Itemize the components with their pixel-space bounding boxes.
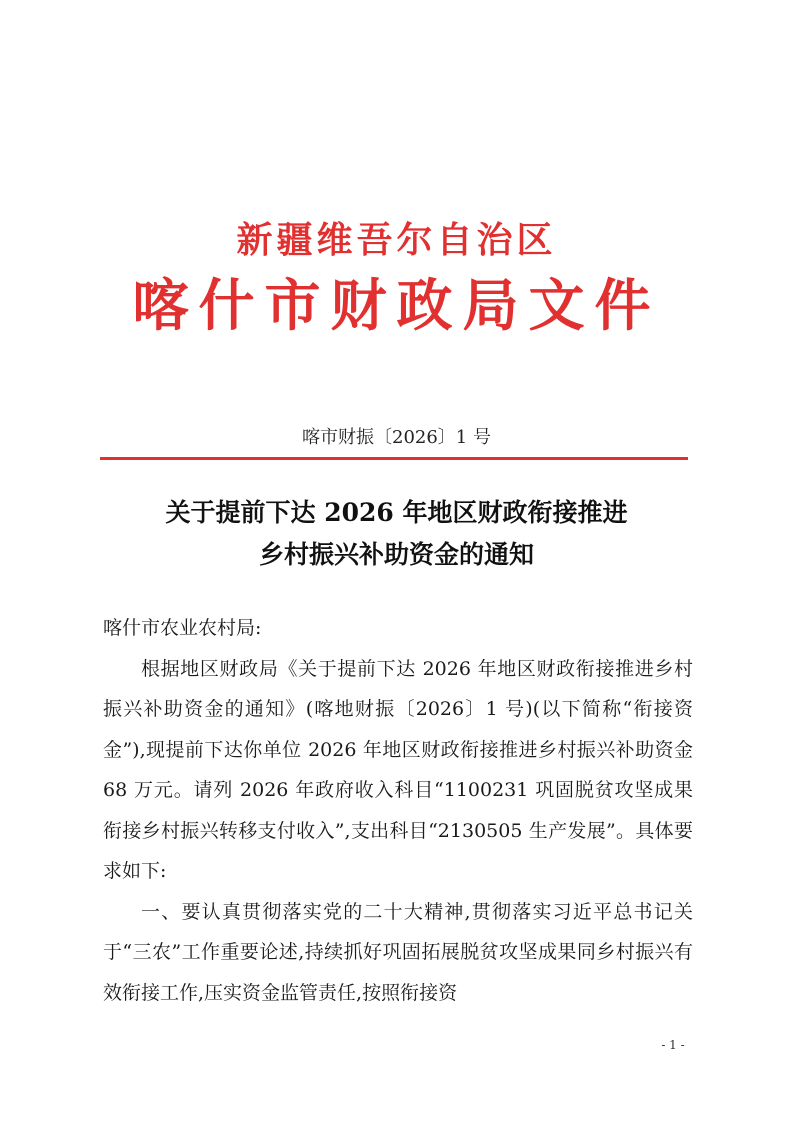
body-paragraph-1: 根据地区财政局《关于提前下达 2026 年地区财政衔接推进乡村振兴补助资金的通知》(喀地财振〔2026〕1 号)(以下简称“衔接资金”),现提前下达你单位 2026 年地区财政衔接推进乡村振兴补助资金 68 万元。请列 2026 年政府收入科目“1100231 巩固脱贫攻坚成果衔接乡村振兴转移支付收入”,支出科目“2130505 生产发展”。具体要求如下:	[103, 657, 693, 882]
body-paragraph-2: 一、要认真贯彻落实党的二十大精神,贯彻落实习近平总书记关于“三农”工作重要论述,持续抓好巩固拓展脱贫攻坚成果同乡村振兴有效衔接工作,压实资金监管责任,按照衔接资	[103, 900, 693, 1004]
page-number: - 1 -	[661, 1038, 685, 1052]
red-divider-line	[100, 457, 688, 460]
issuing-region-header: 新疆维吾尔自治区	[236, 219, 557, 261]
document-body	[103, 608, 693, 1013]
salutation: 喀什市农业农村局:	[103, 617, 262, 639]
title-line-1: 关于提前下达 2026 年地区财政衔接推进	[165, 498, 628, 527]
title-line-2: 乡村振兴补助资金的通知	[258, 540, 534, 569]
issuing-office-header: 喀什市财政局文件	[132, 273, 661, 339]
document-number: 喀市财振〔2026〕1 号	[302, 427, 491, 448]
document-title	[0, 492, 793, 576]
